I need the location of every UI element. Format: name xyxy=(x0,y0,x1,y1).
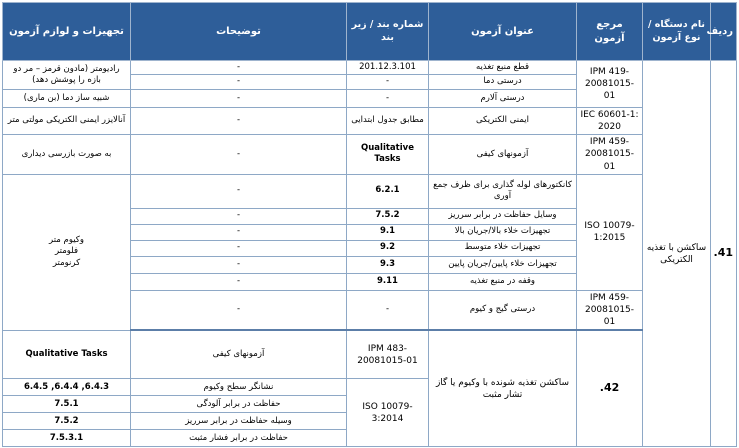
test-reference: IPM 483-20081015-01 xyxy=(347,330,429,379)
header-device: نام دستگاه / نوع آزمون xyxy=(643,3,711,61)
notes-cell: - xyxy=(131,240,347,256)
test-title: تجهیزات خلاء پایین/جریان پایین xyxy=(429,256,577,273)
test-reference: IPM 459-20081015-01 xyxy=(577,290,643,330)
test-title: حفاظت در برابر آلودگی xyxy=(131,396,347,413)
clause-number: - xyxy=(347,89,429,107)
test-title: قطع منبع تغذیه xyxy=(429,61,577,75)
notes-cell: - xyxy=(131,61,347,75)
test-reference: ISO 10079-1:2015 xyxy=(577,174,643,290)
standards-table xyxy=(2,2,737,447)
notes-cell: - xyxy=(131,174,347,208)
test-title: کانکتورهای لوله گذاری برای ظرف جمع آوری xyxy=(429,174,577,208)
test-title: درستی دما xyxy=(429,75,577,89)
equipment-cell: آنالایزر ایمنی الکتریکی مولتی متر xyxy=(3,107,131,134)
test-title: درستی آلارم xyxy=(429,89,577,107)
header-test-title: عنوان آزمون xyxy=(429,3,577,61)
table-row xyxy=(3,107,737,134)
device-name: ساکشن تغذیه شونده با وکیوم یا گاز تشار مثبت xyxy=(429,330,577,447)
notes-cell: - xyxy=(131,75,347,89)
clause-number: 9.3 xyxy=(347,256,429,273)
equipment-cell xyxy=(3,174,131,330)
table-row xyxy=(3,135,737,174)
row-number: 41. xyxy=(711,61,737,447)
equipment-flowmeter: فلومتر xyxy=(54,246,79,257)
clause-number: 201.12.3.101 xyxy=(347,61,429,75)
test-reference: IPM 459-20081015-01 xyxy=(577,135,643,174)
header-clause: شماره بند / زیر بند xyxy=(347,3,429,61)
test-title: وسیله حفاظت در برابر سرریز xyxy=(131,413,347,430)
clause-number: - xyxy=(347,75,429,89)
equipment-cell: شبیه ساز دما (بن ماری) xyxy=(3,89,131,107)
row-number: 42. xyxy=(577,330,643,447)
equipment-stopwatch: کرنومتر xyxy=(52,257,81,268)
table-row xyxy=(3,330,737,379)
header-reference: مرجع آزمون xyxy=(577,3,643,61)
notes-cell: - xyxy=(131,273,347,290)
clause-number: 9.11 xyxy=(347,273,429,290)
notes-cell: - xyxy=(131,107,347,134)
clause-number: مطابق جدول ابتدایی xyxy=(347,107,429,134)
clause-number: 6.2.1 xyxy=(347,174,429,208)
test-title: تجهیزات خلاء متوسط xyxy=(429,240,577,256)
test-title: آزمونهای کیفی xyxy=(429,135,577,174)
clause-number: 7.5.3.1 xyxy=(3,430,131,447)
clause-number: 7.5.2 xyxy=(347,208,429,224)
header-row-no: ردیف xyxy=(711,3,737,61)
table-row xyxy=(3,174,737,208)
test-title: درستی گیج و کیوم xyxy=(429,290,577,330)
clause-number: 9.2 xyxy=(347,240,429,256)
clause-number: 7.5.2 xyxy=(3,413,131,430)
notes-cell: - xyxy=(131,256,347,273)
test-title: حفاظت در برابر فشار مثبت xyxy=(131,430,347,447)
clause-number: - xyxy=(347,290,429,330)
clause-number: 7.5.1 xyxy=(3,396,131,413)
test-title: تجهیزات خلاء بالا/جریان بالا xyxy=(429,224,577,240)
clause-number: 6.4.3, 6.4.4, 6.4.5 xyxy=(3,379,131,396)
notes-cell: - xyxy=(131,290,347,330)
test-title: ایمنی الکتریکی xyxy=(429,107,577,134)
equipment-vacuum: وکیوم متر xyxy=(49,234,84,245)
clause-number: Qualitative Tasks xyxy=(347,135,429,174)
test-title: وقفه در منبع تغذیه xyxy=(429,273,577,290)
clause-number: Qualitative Tasks xyxy=(3,330,131,379)
header-notes: توضیحات xyxy=(131,3,347,61)
equipment-cell: رادیومتر (مادون قرمز – مر دو بازه را پوشش دهد) xyxy=(3,61,131,90)
test-title: آزمونهای کیفی xyxy=(131,330,347,379)
notes-cell: - xyxy=(131,89,347,107)
table-row xyxy=(3,61,737,75)
test-title: وسایل حفاظت در برابر سرریز xyxy=(429,208,577,224)
test-title: نشانگر سطح وکیوم xyxy=(131,379,347,396)
notes-cell: - xyxy=(131,135,347,174)
notes-cell: - xyxy=(131,224,347,240)
clause-number: 9.1 xyxy=(347,224,429,240)
notes-cell: - xyxy=(131,208,347,224)
device-name: ساکشن با تغذیه الکتریکی xyxy=(643,61,711,447)
test-reference: ISO 10079-3:2014 xyxy=(347,379,429,447)
test-reference: IEC 60601-1: 2020 xyxy=(577,107,643,134)
header-row xyxy=(3,3,737,61)
test-reference: IPM 419-20081015-01 xyxy=(577,61,643,108)
equipment-cell: به صورت بازرسی دیداری xyxy=(3,135,131,174)
header-equipment: تجهیزات و لوازم آزمون xyxy=(3,3,131,61)
